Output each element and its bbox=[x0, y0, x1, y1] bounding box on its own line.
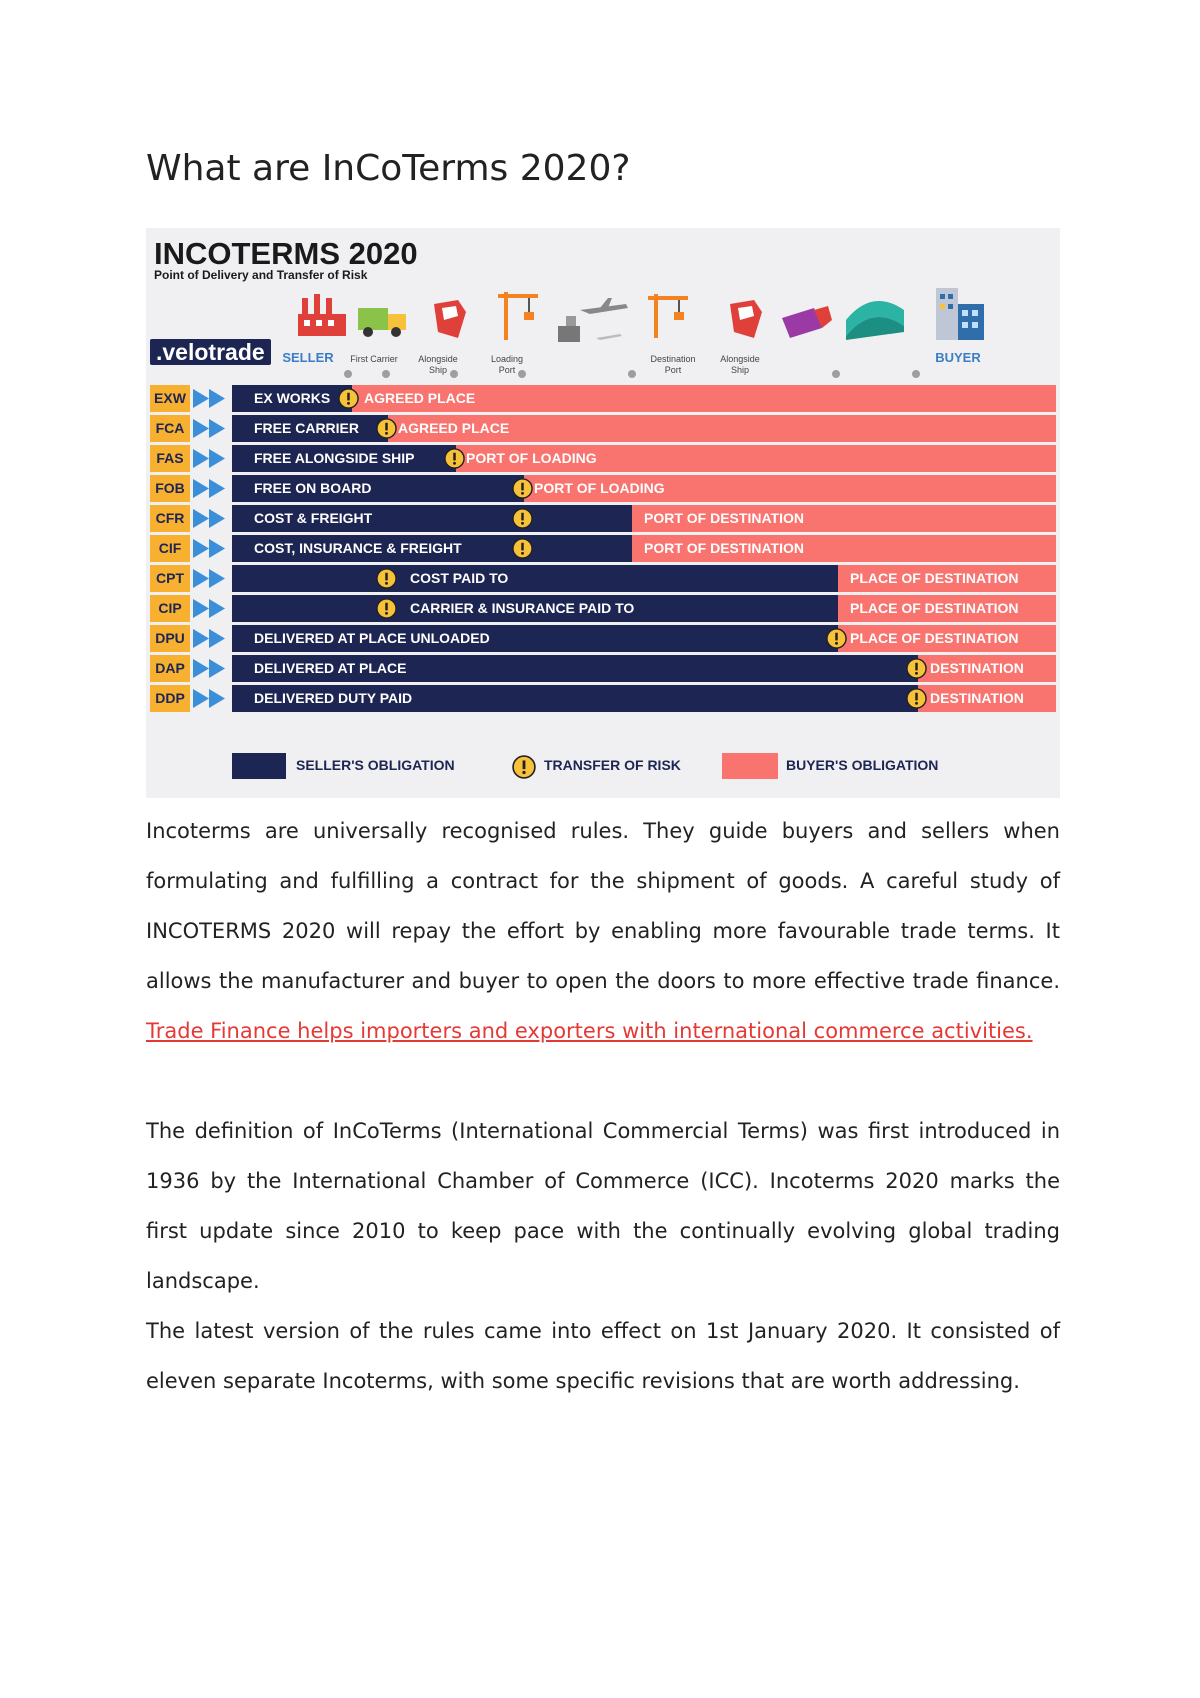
buyer-obligation-bar bbox=[918, 685, 1056, 712]
seller-obligation-bar bbox=[232, 595, 838, 622]
arrow-icon bbox=[193, 599, 229, 618]
buyer-term-label: PORT OF LOADING bbox=[534, 480, 665, 496]
stage-label-buyer: BUYER bbox=[935, 350, 981, 365]
incoterm-row-cip bbox=[146, 595, 1060, 622]
buyer-term-label: PLACE OF DESTINATION bbox=[850, 630, 1019, 646]
warning-icon bbox=[906, 658, 927, 679]
buyer-term-label: PLACE OF DESTINATION bbox=[850, 570, 1019, 586]
incoterm-code: FOB bbox=[150, 475, 190, 502]
arrow-icon bbox=[193, 449, 229, 468]
ship-icon bbox=[724, 298, 768, 342]
building-icon bbox=[932, 282, 988, 342]
buyer-obligation-bar bbox=[918, 655, 1056, 682]
paragraph-definition: The definition of InCoTerms (International Commercial Terms) was first introduced in 1936 by the International Chamber of Commerce (ICC). Incoterms 2020 marks the first update since 2010 to keep pace with the continually evolving global trading landscape. bbox=[146, 1119, 1060, 1293]
seller-obligation-bar bbox=[232, 385, 352, 412]
warning-icon bbox=[338, 388, 359, 409]
incoterm-row-exw bbox=[146, 385, 1060, 412]
warning-icon bbox=[376, 598, 397, 619]
buyer-obligation-bar bbox=[632, 505, 1056, 532]
seller-term-label: DELIVERED AT PLACE bbox=[254, 660, 407, 676]
arrow-icon bbox=[193, 539, 229, 558]
warning-icon bbox=[512, 755, 536, 779]
paragraph-latest-version: The latest version of the rules came into effect on 1st January 2020. It consisted of eleven separate Incoterms, with some specific revisions that are worth addressing. bbox=[146, 1319, 1060, 1393]
incoterm-code: FAS bbox=[150, 445, 190, 472]
truck-icon bbox=[356, 304, 410, 340]
infographic-title: INCOTERMS 2020 bbox=[154, 236, 418, 271]
stage-label-alongside-ship: Alongside Ship bbox=[418, 354, 458, 375]
arrow-icon bbox=[193, 509, 229, 528]
seller-term-label: DELIVERED DUTY PAID bbox=[254, 690, 413, 706]
page-title: What are InCoTerms 2020? bbox=[146, 148, 631, 189]
crane-icon bbox=[496, 288, 542, 342]
seller-term-label: COST & FREIGHT bbox=[254, 510, 373, 526]
buyer-term-label: PORT OF DESTINATION bbox=[644, 540, 804, 556]
incoterms-infographic bbox=[146, 228, 1060, 798]
ship-icon bbox=[428, 298, 472, 340]
buyer-obligation-bar bbox=[838, 625, 1056, 652]
incoterm-code: CFR bbox=[150, 505, 190, 532]
stage-marker bbox=[344, 370, 352, 378]
incoterm-code: EXW bbox=[150, 385, 190, 412]
warning-icon bbox=[444, 448, 465, 469]
incoterm-row-dpu bbox=[146, 625, 1060, 652]
incoterm-code: CIP bbox=[150, 595, 190, 622]
buyer-term-label: AGREED PLACE bbox=[364, 390, 476, 406]
legend-risk-label: TRANSFER OF RISK bbox=[544, 757, 681, 773]
seller-term-label: COST PAID TO bbox=[410, 570, 509, 586]
legend-buyer-label: BUYER'S OBLIGATION bbox=[786, 757, 939, 773]
incoterm-code: CIF bbox=[150, 535, 190, 562]
legend-seller-label: SELLER'S OBLIGATION bbox=[296, 757, 455, 773]
incoterm-code: DDP bbox=[150, 685, 190, 712]
seller-obligation-bar bbox=[232, 655, 918, 682]
seller-term-label: DELIVERED AT PLACE UNLOADED bbox=[254, 630, 490, 646]
seller-term-label: FREE CARRIER bbox=[254, 420, 360, 436]
warning-icon bbox=[512, 538, 533, 559]
buyer-term-label: PORT OF LOADING bbox=[466, 450, 597, 466]
warning-icon bbox=[376, 568, 397, 589]
stage-label-first-carrier: First Carrier bbox=[350, 354, 398, 364]
incoterm-code: FCA bbox=[150, 415, 190, 442]
warning-icon bbox=[512, 478, 533, 499]
legend bbox=[146, 751, 1060, 781]
stage-marker bbox=[382, 370, 390, 378]
incoterm-code: DPU bbox=[150, 625, 190, 652]
stage-label-seller: SELLER bbox=[282, 350, 334, 365]
warning-icon bbox=[512, 508, 533, 529]
seller-obligation-bar bbox=[232, 445, 456, 472]
factory-icon bbox=[294, 292, 350, 338]
arrow-icon bbox=[193, 689, 229, 708]
warning-icon bbox=[826, 628, 847, 649]
buyer-obligation-bar bbox=[838, 565, 1056, 592]
arrow-icon bbox=[193, 629, 229, 648]
seller-term-label: CARRIER & INSURANCE PAID TO bbox=[410, 600, 635, 616]
seller-obligation-bar bbox=[232, 685, 918, 712]
stage-label-loading-port: Loading Port bbox=[490, 354, 524, 375]
incoterm-row-fob bbox=[146, 475, 1060, 502]
infographic-subtitle: Point of Delivery and Transfer of Risk bbox=[154, 268, 368, 282]
incoterm-code: CPT bbox=[150, 565, 190, 592]
incoterm-row-fca bbox=[146, 415, 1060, 442]
stage-marker bbox=[628, 370, 636, 378]
stage-label-destination-port: Destination Port bbox=[650, 354, 696, 375]
warehouse-icon bbox=[842, 290, 908, 342]
buyer-obligation-bar bbox=[524, 475, 1056, 502]
incoterm-row-cif bbox=[146, 535, 1060, 562]
velotrade-logo: .velotrade bbox=[150, 339, 271, 365]
seller-obligation-bar bbox=[232, 535, 632, 562]
seller-term-label: EX WORKS bbox=[254, 390, 331, 406]
incoterm-row-dap bbox=[146, 655, 1060, 682]
seller-obligation-bar bbox=[232, 415, 388, 442]
buyer-term-label: DESTINATION bbox=[930, 690, 1024, 706]
incoterm-code: DAP bbox=[150, 655, 190, 682]
stage-marker bbox=[450, 370, 458, 378]
incoterm-row-ddp bbox=[146, 685, 1060, 712]
buyer-obligation-bar bbox=[388, 415, 1056, 442]
buyer-term-label: AGREED PLACE bbox=[398, 420, 510, 436]
paragraph-intro-text: Incoterms are universally recognised rules. They guide buyers and sellers when formulating and fulfilling a contract for the shipment of goods. A careful study of INCOTERMS 2020 will repay the effort by enabling more favourable trade terms. It allows the manufacturer and buyer to open the doors to more effective trade finance. bbox=[146, 819, 1060, 993]
seller-term-label: FREE ON BOARD bbox=[254, 480, 372, 496]
delivery-truck-icon bbox=[778, 304, 834, 340]
stage-marker bbox=[518, 370, 526, 378]
buyer-obligation-bar bbox=[352, 385, 1056, 412]
stage-marker bbox=[832, 370, 840, 378]
incoterm-row-fas bbox=[146, 445, 1060, 472]
trade-finance-link[interactable]: Trade Finance helps importers and exporters with international commerce activities. bbox=[146, 1019, 1033, 1043]
buyer-obligation-bar bbox=[456, 445, 1056, 472]
paragraph-intro bbox=[146, 806, 1060, 1056]
stage-label-alongside-ship-dest: Alongside Ship bbox=[720, 354, 760, 375]
legend-buyer-swatch bbox=[722, 753, 778, 779]
arrow-icon bbox=[193, 479, 229, 498]
arrow-icon bbox=[193, 569, 229, 588]
buyer-term-label: DESTINATION bbox=[930, 660, 1024, 676]
buyer-term-label: PLACE OF DESTINATION bbox=[850, 600, 1019, 616]
buyer-term-label: PORT OF DESTINATION bbox=[644, 510, 804, 526]
crane-icon bbox=[646, 290, 692, 340]
buyer-obligation-bar bbox=[838, 595, 1056, 622]
legend-seller-swatch bbox=[232, 753, 286, 779]
arrow-icon bbox=[193, 389, 229, 408]
buyer-obligation-bar bbox=[632, 535, 1056, 562]
airport-icon bbox=[556, 296, 632, 346]
stage-marker bbox=[912, 370, 920, 378]
warning-icon bbox=[376, 418, 397, 439]
seller-term-label: COST, INSURANCE & FREIGHT bbox=[254, 540, 462, 556]
seller-term-label: FREE ALONGSIDE SHIP bbox=[254, 450, 415, 466]
incoterm-row-cpt bbox=[146, 565, 1060, 592]
arrow-icon bbox=[193, 419, 229, 438]
seller-obligation-bar bbox=[232, 625, 838, 652]
seller-obligation-bar bbox=[232, 505, 632, 532]
warning-icon bbox=[906, 688, 927, 709]
seller-obligation-bar bbox=[232, 475, 524, 502]
incoterm-row-cfr bbox=[146, 505, 1060, 532]
seller-obligation-bar bbox=[232, 565, 838, 592]
arrow-icon bbox=[193, 659, 229, 678]
